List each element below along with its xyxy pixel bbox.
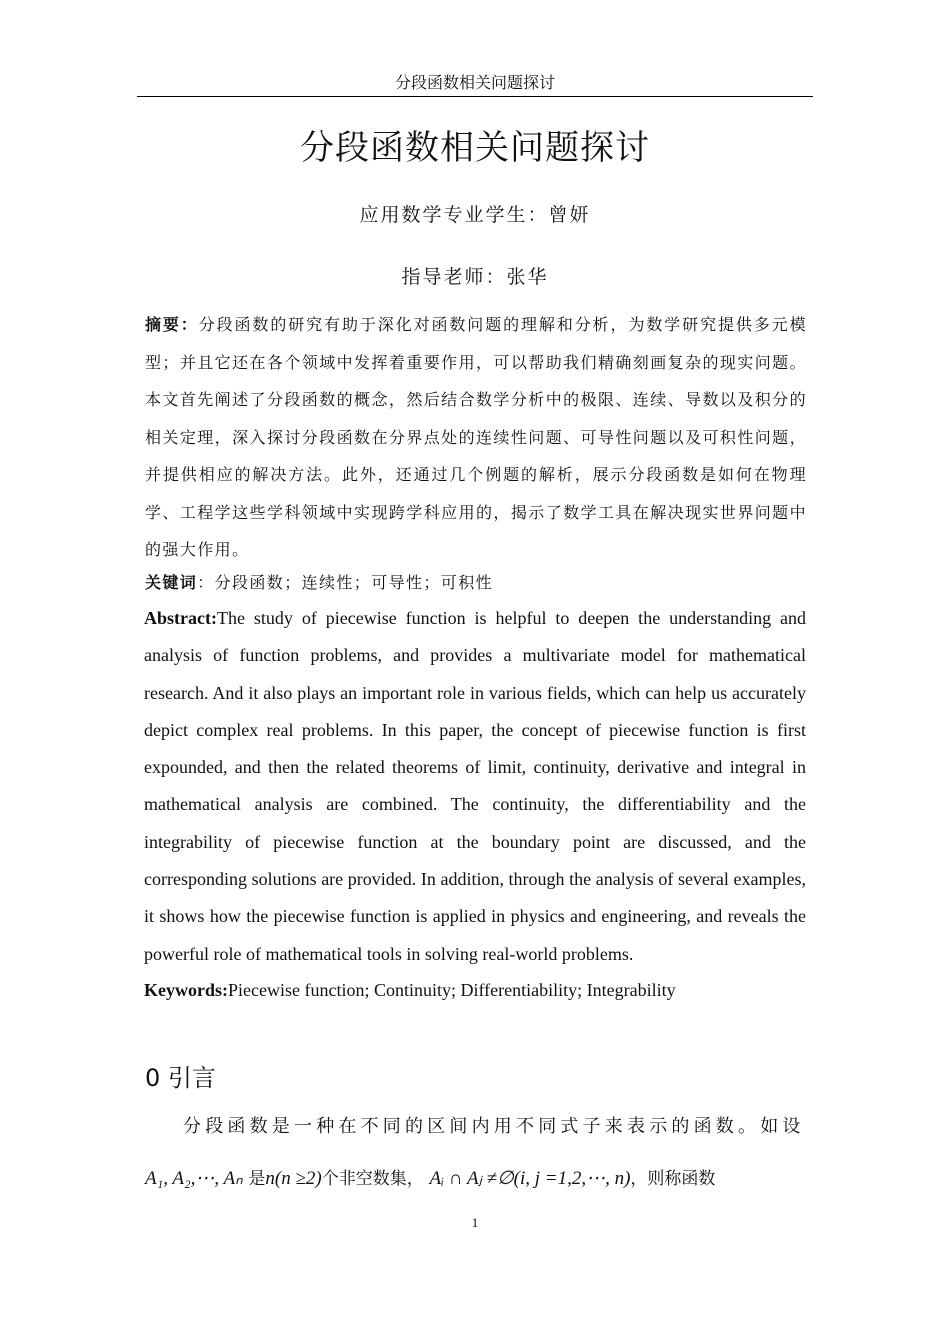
section-heading: 0 引言 <box>145 1064 216 1092</box>
english-abstract <box>144 600 806 973</box>
n-condition-expression: n(n ≥2) <box>265 1168 322 1189</box>
english-keywords-text: Piecewise function; Continuity; Differentiability; Integrability <box>228 980 676 1000</box>
advisor-line: 指导老师：张华 <box>401 266 549 288</box>
page-number: 1 <box>471 1215 479 1230</box>
english-abstract-label: Abstract: <box>144 608 217 628</box>
chinese-keywords <box>145 565 807 601</box>
intro-math-line <box>145 1164 807 1190</box>
chinese-keywords-label: 关键词 <box>145 573 198 592</box>
chinese-keywords-text: ：分段函数；连续性；可导性；可积性 <box>197 573 494 592</box>
chinese-abstract <box>145 306 807 569</box>
chinese-abstract-text: 分段函数的研究有助于深化对函数问题的理解和分析，为数学研究提供多元模型；并且它还在各个领域中发挥着重要作用，可以帮助我们精确刻画复杂的现实问题。本文首先阐述了分段函数的概念，然后结合数学分析中的极限、连续、导数以及积分的相关定理，深入探讨分段函数在分界点处的连续性问题、可导性问题以及可积性问题，并提供相应的解决方法。此外，还通过几个例题的解析，展示分段函数是如何在物理学、工程学这些学科领域中实现跨学科应用的，揭示了数学工具在解决现实世界问题中的强大作用。 <box>145 315 807 559</box>
text-nonempty: 个非空数集， <box>321 1169 424 1189</box>
english-abstract-text: The study of piecewise function is helpful to deepen the understanding and analysis of function problems, and provides a multivariate model for mathematical research. And it also plays an important role in various fields, which can help us accurately depict complex real problems. In this paper, the concept of piecewise function is first expounded, and then the related theorems of limit, continuity, derivative and integral in mathematical analysis are combined. The continuity, the differentiability and the integrability of piecewise function at the boundary point are discussed, and the corresponding solutions are provided. In addition, through the analysis of several examples, it shows how the piecewise function is applied in physics and engineering, and reveals the powerful role of mathematical tools in solving real-world problems. <box>144 608 806 964</box>
intro-paragraph-line: 分段函数是一种在不同的区间内用不同式子来表示的函数。如设 <box>183 1116 805 1137</box>
author-line: 应用数学专业学生：曾妍 <box>359 204 591 226</box>
text-then: ，则称函数 <box>630 1169 716 1189</box>
text-is: 是 <box>248 1169 266 1189</box>
english-keywords-label: Keywords: <box>144 980 228 1000</box>
chinese-abstract-label: 摘要： <box>145 315 199 334</box>
english-keywords <box>144 972 806 1009</box>
sets-expression: A₁, A₂,⋯, Aₙ <box>145 1168 243 1189</box>
running-header: 分段函数相关问题探讨 <box>137 70 813 97</box>
paper-title: 分段函数相关问题探讨 <box>300 128 650 168</box>
intersection-expression: Aᵢ ∩ Aⱼ ≠∅(i, j =1,2,⋯, n) <box>429 1168 631 1189</box>
